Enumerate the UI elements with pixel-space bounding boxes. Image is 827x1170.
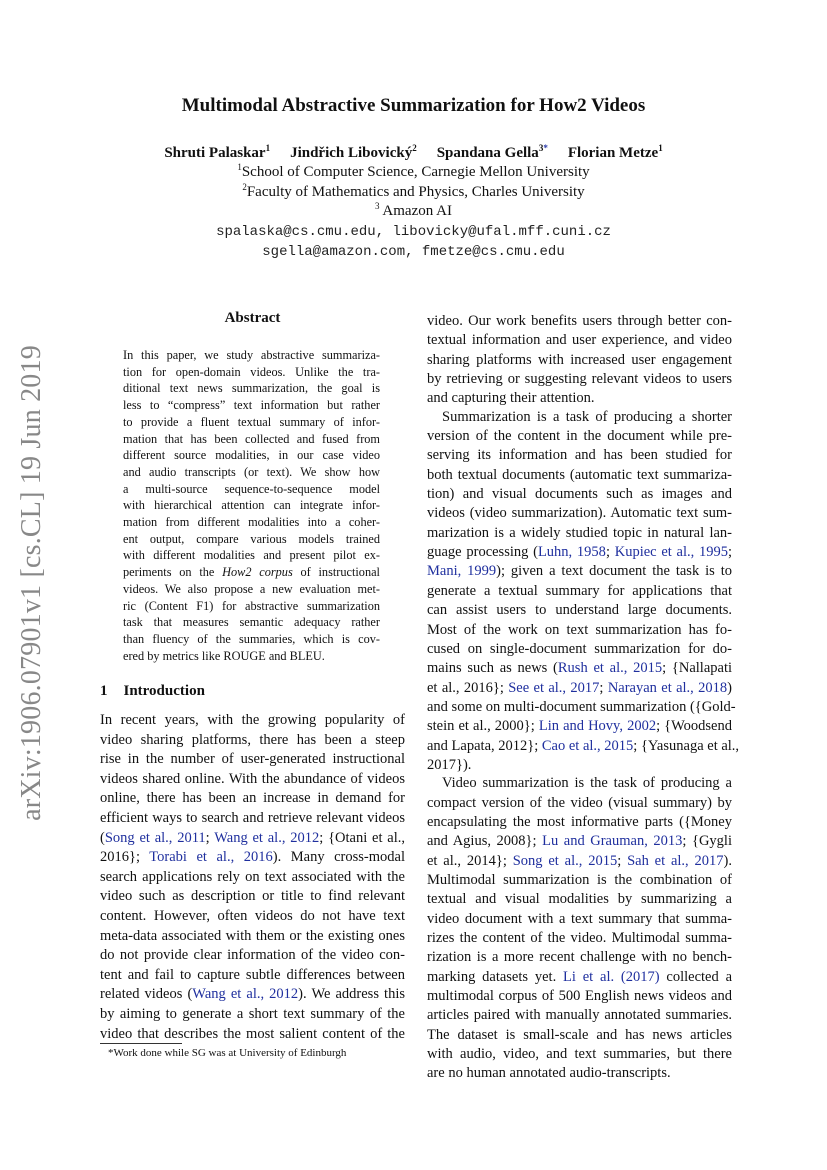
text-line: In this paper, we study abstractive summariza- [123,348,380,362]
text-line: and capturing their attention. [427,390,595,407]
affiliation-2 [0,184,827,201]
affiliation-marker: 3 [375,201,380,211]
author-name [437,145,548,161]
email-line-1: spalaska@cs.cmu.edu, libovicky@ufal.mff.cuni.cz [216,224,611,240]
citation-link[interactable]: Kupiec et al., 1995 [614,544,728,561]
text-line: less to “compress” text information but rather [123,398,380,413]
text-line: and Lapata, 2012}; Cao et al., 2015; {Yasunaga et al., [427,737,740,754]
text-line: meta-data associated with them or the existing ones [100,927,405,944]
paragraph [427,312,732,409]
text-line: content. However, often videos do not have text [100,907,405,924]
text-line: tent and fail to capture subtle differences between [100,966,405,983]
text-line: video. Our work benefits users through better con- [427,313,732,329]
footnote-rule [100,1043,182,1044]
text-line: video sharing platforms, there has been a steep [100,731,405,748]
text-line: ric (Content F1) for abstractive summarization [123,598,380,613]
author-name [164,145,270,161]
text-line: ditional text news summarization, the goal is [123,381,380,396]
citation-link[interactable]: Lin and Hovy, 2002 [538,718,657,735]
text-line: rization is a more recent challenge with no bench- [427,949,732,966]
text-line: with hierarchical attention can integrate infor- [123,498,380,513]
text-line: marking datasets yet. Li et al. (2017) collected a [427,968,732,985]
text-line: and audio transcripts (or text). We show how [123,464,380,479]
section-heading-introduction [100,683,205,700]
text-line: Mani, 1999); given a text document the task is to [427,563,732,580]
citation-link[interactable]: Song et al., 2011 [104,829,206,846]
author-list [0,145,827,162]
text-line: serving its information and has been studied for [427,447,732,464]
text-line: by retrieving or suggesting relevant videos to users [427,371,732,388]
text-line: sharing platforms with increased user engagement [427,351,732,368]
text-line: task that measures semantic adequacy rather [123,615,380,630]
text-line: efficient ways to search and retrieve relevant videos [100,809,405,826]
citation-link[interactable]: Mani, 1999 [427,563,497,580]
text-line: related videos (Wang et al., 2012). We address this [100,986,405,1003]
left-column-body [100,711,405,1044]
text-line: stein et al., 2000}; Lin and Hovy, 2002; {Woodsend [427,718,732,735]
text-line: generate a textual summary for applications that [427,582,732,599]
citation-link[interactable]: Song et al., 2015 [512,852,618,869]
text-line: Multimodal summarization is the combination of [427,871,732,888]
text-line: ent output, compare various models trained [123,531,380,546]
citation-link[interactable]: Li et al. (2017) [563,968,660,985]
text-line: et al., 2016}; See et al., 2017; Narayan et al., 2018) [427,679,733,696]
text-line: than fluency of the summaries, which is cov- [123,631,380,646]
affiliation-3 [0,203,827,220]
text-line: do not provide clear information of the video con- [100,947,405,964]
text-line: textual information and user experience, and video [427,332,732,349]
section-number: 1 [100,683,108,699]
paragraph [100,711,405,1044]
citation-link[interactable]: Lu and Grauman, 2013 [542,833,683,850]
citation-link[interactable]: Luhn, 1958 [537,544,606,561]
text-line: encapsulating the most informative parts ({Money [427,813,732,830]
text-line: marization is a widely studied topic in natural lan- [427,524,732,541]
text-line: multimodal corpus of 500 English news videos and [427,988,732,1005]
citation-link[interactable]: Cao et al., 2015 [541,737,634,754]
text-line: search applications rely on text associated with the [100,868,405,885]
text-line: (Song et al., 2011; Wang et al., 2012; {Otani et al., [100,829,405,846]
text-line: Video summarization is the task of producing a [442,775,732,792]
text-line: periments on the How2 corpus of instructional [123,565,380,580]
abstract-body [123,347,380,664]
citation-link[interactable]: Wang et al., 2012 [214,829,320,846]
affiliation-text: School of Computer Science, Carnegie Mellon University [241,164,590,180]
text-line: videos. We also propose a new evaluation met- [123,581,380,596]
text-line: compact version of the video (visual summary) by [427,794,732,811]
paper-title: Multimodal Abstractive Summarization for How2 Videos [181,95,646,116]
citation-link[interactable]: See et al., 2017 [508,679,600,696]
text-line: rizes the content of the video. Multimodal summa- [427,930,732,946]
text-line: and Agius, 2008}; Lu and Grauman, 2013; {Gygli [427,833,732,850]
text-line: guage processing (Luhn, 1958; Kupiec et al., 1995; [427,544,733,561]
author-name [290,145,417,161]
text-line: tion) and visual documents such as images and [427,486,732,503]
author-affiliation-marker: 1 [658,143,663,153]
text-line: videos (video summarization). Automatic text sum- [427,505,732,522]
email-line-2: sgella@amazon.com, fmetze@cs.cmu.edu [262,244,565,260]
text-line: and some on multi-document summarization ({Gold- [427,698,736,715]
text-line: video that describes the most salient content of the [100,1025,405,1042]
text-line: video document with a text summary that summa- [427,910,732,927]
affiliation-1 [0,164,827,181]
text-line: with audio, video, and text summaries, but there [427,1046,732,1063]
section-title: Introduction [123,683,205,699]
citation-link[interactable]: Torabi et al., 2016 [149,849,273,866]
author-name [568,145,663,161]
text-line: rise in the number of user-generated instructional [100,751,405,768]
text-line: ered by metrics like ROUGE and BLEU. [123,648,325,663]
text-line: cused on single-document summarization for do- [427,640,732,657]
text-line: In recent years, with the growing popularity of [100,712,405,728]
text-line: mains such as news (Rush et al., 2015; {Nallapati [427,660,732,677]
footnote: *Work done while SG was at University of Edinburgh [108,1047,347,1059]
right-column-body [427,312,740,1084]
text-line: 2017}). [427,756,472,773]
text-line: version of the content in the document while pre- [427,428,732,445]
text-line: The dataset is small-scale and has news articles [427,1026,732,1043]
affiliation-marker: 2 [242,182,247,192]
author-affiliation-marker: 1 [265,143,271,153]
author-name-text: Shruti Palaskar [164,145,266,161]
footnote-marker[interactable]: * [543,143,548,153]
text-line: et al., 2014}; Song et al., 2015; Sah et al., 2017). [427,852,732,869]
author-name-text: Florian Metze [567,145,659,161]
paragraph [427,774,732,1084]
text-line: articles paired with manually annotated summaries. [427,1007,732,1024]
text-line: mation from different modalities into a coher- [123,515,380,530]
citation-link[interactable]: Sah et al., 2017 [627,852,724,869]
text-line: both textual documents (automatic text summariza- [427,466,732,483]
abstract-heading: Abstract [224,310,281,326]
text-line: are no human annotated audio-transcripts. [427,1065,671,1082]
author-name-text: Jindřich Libovický [290,145,413,161]
paragraph [427,408,740,776]
citation-link[interactable]: Narayan et al., 2018 [607,679,728,696]
text-line: videos shared online. With the abundance of videos [100,770,405,787]
text-line: textual and visual modalities by summarizing a [427,891,732,908]
affiliation-text: Faculty of Mathematics and Physics, Charles University [246,184,585,200]
affiliation-marker: 1 [237,162,242,172]
text-line: tion for open-domain videos. Unlike the tra- [123,364,380,379]
arxiv-stamp: arXiv:1906.07901v1 [cs.CL] 19 Jun 2019 [16,345,47,821]
text-line: can assist users to understand large documents. [427,602,732,619]
text-line: online, there has been an increase in demand for [100,790,405,807]
text-line: a multi-source sequence-to-sequence model [123,481,380,496]
author-affiliation-marker: 3 [538,143,544,153]
italic-term: How2 corpus [222,565,293,580]
text-line: video such as description or title to find relevant [100,888,405,905]
paragraph [123,347,380,664]
text-line: Summarization is a task of producing a shorter [442,408,732,425]
author-name-text: Spandana Gella [436,145,539,161]
text-line: with different modalities and present pilot ex- [123,548,380,563]
text-line: mation that has been collected and fused from [123,431,380,446]
text-line: to provide a fluent textual summary of infor- [123,414,380,429]
citation-link[interactable]: Wang et al., 2012 [192,986,299,1003]
citation-link[interactable]: Rush et al., 2015 [557,660,663,677]
text-line: Most of the work on text summarization has fo- [427,621,732,638]
affiliation-text: Amazon AI [379,203,452,219]
text-line: different source modalities, in our case video [123,448,380,463]
text-line: by aiming to generate a short text summary of the [100,1005,405,1022]
author-affiliation-marker: 2 [412,143,417,153]
text-line: 2016}; Torabi et al., 2016). Many cross-modal [100,849,405,866]
